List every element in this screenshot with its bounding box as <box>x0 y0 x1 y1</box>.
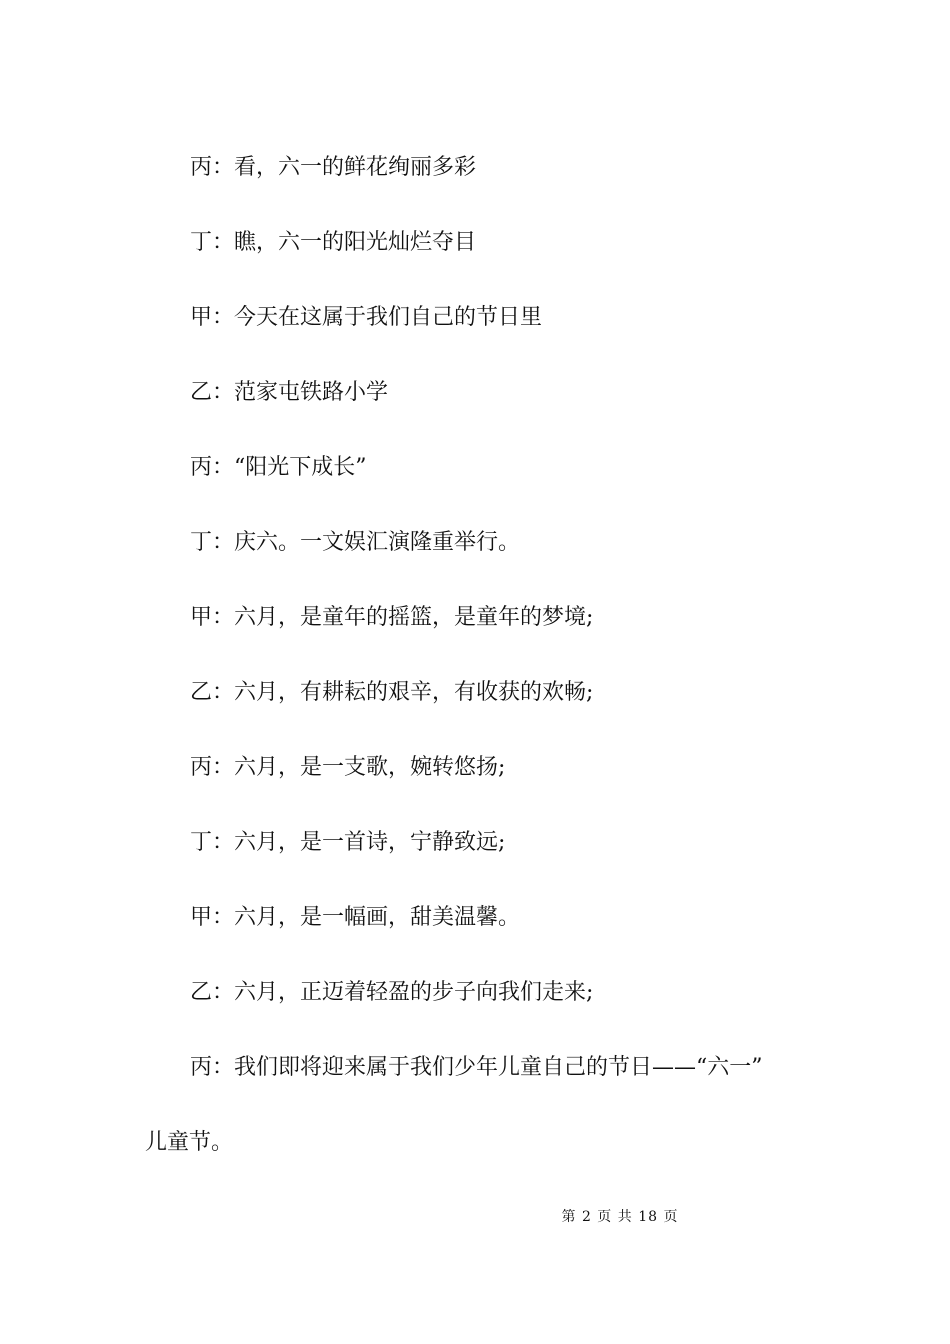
paragraph: 丙：看，六一的鲜花绚丽多彩 <box>190 155 477 180</box>
document-body <box>145 130 835 1180</box>
paragraph: 甲：六月，是一幅画，甜美温馨。 <box>190 905 521 930</box>
paragraph: 甲：六月，是童年的摇篮，是童年的梦境; <box>190 605 594 630</box>
paragraph: 丁：庆六。一文娱汇演隆重举行。 <box>190 530 521 555</box>
paragraph: 甲：今天在这属于我们自己的节日里 <box>190 305 543 330</box>
paragraph-line: 儿童节。 <box>145 1130 234 1155</box>
paragraph: 丙：六月，是一支歌，婉转悠扬; <box>190 755 506 780</box>
page-number-footer: 第 2 页 共 18 页 <box>561 1209 679 1225</box>
paragraph: 乙：六月，正迈着轻盈的步子向我们走来; <box>190 980 594 1005</box>
paragraph: 丁：瞧，六一的阳光灿烂夺目 <box>190 230 477 255</box>
paragraph: 乙：范家屯铁路小学 <box>190 380 389 405</box>
paragraph: 丁：六月，是一首诗，宁静致远; <box>190 830 506 855</box>
paragraph-last <box>145 1030 835 1180</box>
paragraph-line: 丙：我们即将迎来属于我们少年儿童自己的节日——“六一” <box>190 1055 763 1080</box>
paragraph: 乙：六月，有耕耘的艰辛，有收获的欢畅; <box>190 680 594 705</box>
paragraph: 丙：“阳光下成长” <box>190 455 367 480</box>
